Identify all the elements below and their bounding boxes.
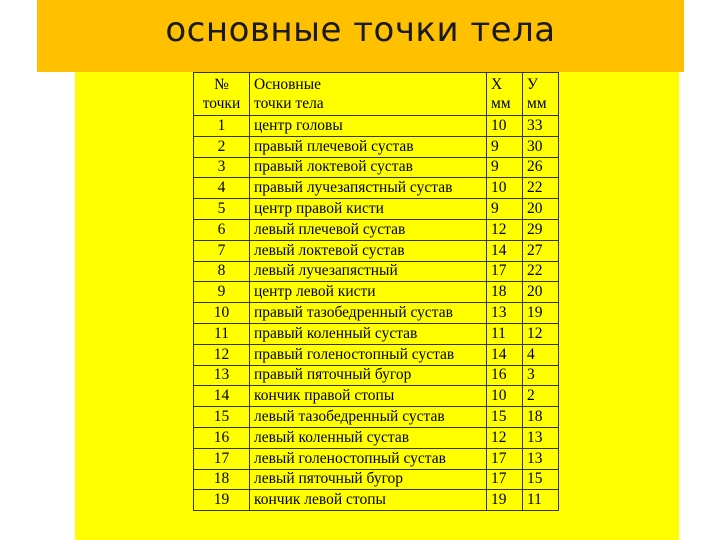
table-row: [194, 282, 559, 303]
cell-y: 13: [523, 427, 559, 448]
cell-name: кончик левой стопы: [250, 490, 487, 511]
cell-num: 12: [194, 344, 250, 365]
cell-name: левый голеностопный сустав: [250, 448, 487, 469]
table-row: [194, 427, 559, 448]
cell-y: 19: [523, 303, 559, 324]
cell-num: 5: [194, 199, 250, 220]
cell-name: правый тазобедренный сустав: [250, 303, 487, 324]
cell-y: 12: [523, 323, 559, 344]
table-row: [194, 178, 559, 199]
table-row: [194, 365, 559, 386]
cell-x: 9: [487, 199, 523, 220]
cell-x: 15: [487, 407, 523, 428]
title-bar: [37, 0, 684, 72]
cell-num: 16: [194, 427, 250, 448]
header-num-line2: точки: [202, 95, 241, 112]
table-row: [194, 240, 559, 261]
cell-name: центр левой кисти: [250, 282, 487, 303]
cell-x: 19: [487, 490, 523, 511]
cell-y: 26: [523, 157, 559, 178]
cell-y: 20: [523, 199, 559, 220]
cell-y: 18: [523, 407, 559, 428]
cell-name: правый голеностопный сустав: [250, 344, 487, 365]
cell-x: 10: [487, 178, 523, 199]
cell-num: 2: [194, 136, 250, 157]
cell-x: 10: [487, 386, 523, 407]
cell-x: 17: [487, 469, 523, 490]
cell-num: 10: [194, 303, 250, 324]
cell-num: 7: [194, 240, 250, 261]
cell-num: 13: [194, 365, 250, 386]
table-header-row: [194, 73, 559, 116]
cell-y: 29: [523, 219, 559, 240]
cell-num: 19: [194, 490, 250, 511]
table-row: [194, 469, 559, 490]
header-y: [523, 73, 559, 116]
header-y-line1: У: [527, 76, 538, 93]
cell-x: 16: [487, 365, 523, 386]
cell-y: 22: [523, 178, 559, 199]
header-x: [487, 73, 523, 116]
cell-y: 2: [523, 386, 559, 407]
cell-name: левый тазобедренный сустав: [250, 407, 487, 428]
cell-y: 30: [523, 136, 559, 157]
cell-y: 11: [523, 490, 559, 511]
cell-num: 11: [194, 323, 250, 344]
cell-x: 14: [487, 344, 523, 365]
cell-x: 17: [487, 448, 523, 469]
cell-num: 18: [194, 469, 250, 490]
cell-y: 13: [523, 448, 559, 469]
cell-num: 14: [194, 386, 250, 407]
cell-x: 14: [487, 240, 523, 261]
cell-y: 3: [523, 365, 559, 386]
header-name: [250, 73, 487, 116]
table-row: [194, 261, 559, 282]
cell-num: 9: [194, 282, 250, 303]
cell-x: 9: [487, 136, 523, 157]
body-points-table: [193, 72, 559, 511]
table-row: [194, 490, 559, 511]
cell-name: левый лучезапястный: [250, 261, 487, 282]
cell-y: 27: [523, 240, 559, 261]
cell-x: 13: [487, 303, 523, 324]
table-row: [194, 157, 559, 178]
table-row: [194, 136, 559, 157]
table-row: [194, 448, 559, 469]
cell-name: левый коленный сустав: [250, 427, 487, 448]
header-num: [194, 73, 250, 116]
cell-y: 22: [523, 261, 559, 282]
header-x-line1: X: [491, 76, 503, 93]
header-num-line1: №: [214, 76, 229, 93]
cell-num: 17: [194, 448, 250, 469]
cell-name: кончик правой стопы: [250, 386, 487, 407]
table-row: [194, 344, 559, 365]
cell-num: 6: [194, 219, 250, 240]
slide-title: основные точки тела: [165, 10, 556, 50]
cell-name: правый пяточный бугор: [250, 365, 487, 386]
header-name-line2: точки тела: [254, 95, 324, 112]
table-row: [194, 199, 559, 220]
cell-name: правый лучезапястный сустав: [250, 178, 487, 199]
cell-num: 3: [194, 157, 250, 178]
table-row: [194, 219, 559, 240]
cell-num: 4: [194, 178, 250, 199]
cell-x: 11: [487, 323, 523, 344]
cell-x: 17: [487, 261, 523, 282]
header-x-line2: мм: [491, 95, 511, 112]
table-row: [194, 303, 559, 324]
cell-x: 18: [487, 282, 523, 303]
cell-x: 12: [487, 427, 523, 448]
cell-name: левый пяточный бугор: [250, 469, 487, 490]
cell-name: правый локтевой сустав: [250, 157, 487, 178]
header-name-line1: Основные: [254, 76, 322, 93]
table-row: [194, 407, 559, 428]
cell-name: правый коленный сустав: [250, 323, 487, 344]
table-row: [194, 323, 559, 344]
cell-name: левый локтевой сустав: [250, 240, 487, 261]
cell-name: центр головы: [250, 116, 487, 137]
cell-x: 12: [487, 219, 523, 240]
cell-y: 15: [523, 469, 559, 490]
cell-x: 10: [487, 116, 523, 137]
cell-y: 4: [523, 344, 559, 365]
cell-num: 8: [194, 261, 250, 282]
cell-name: левый плечевой сустав: [250, 219, 487, 240]
cell-x: 9: [487, 157, 523, 178]
cell-name: правый плечевой сустав: [250, 136, 487, 157]
table-row: [194, 386, 559, 407]
cell-num: 1: [194, 116, 250, 137]
cell-num: 15: [194, 407, 250, 428]
cell-y: 20: [523, 282, 559, 303]
cell-y: 33: [523, 116, 559, 137]
cell-name: центр правой кисти: [250, 199, 487, 220]
header-y-line2: мм: [527, 95, 547, 112]
table-row: [194, 116, 559, 137]
